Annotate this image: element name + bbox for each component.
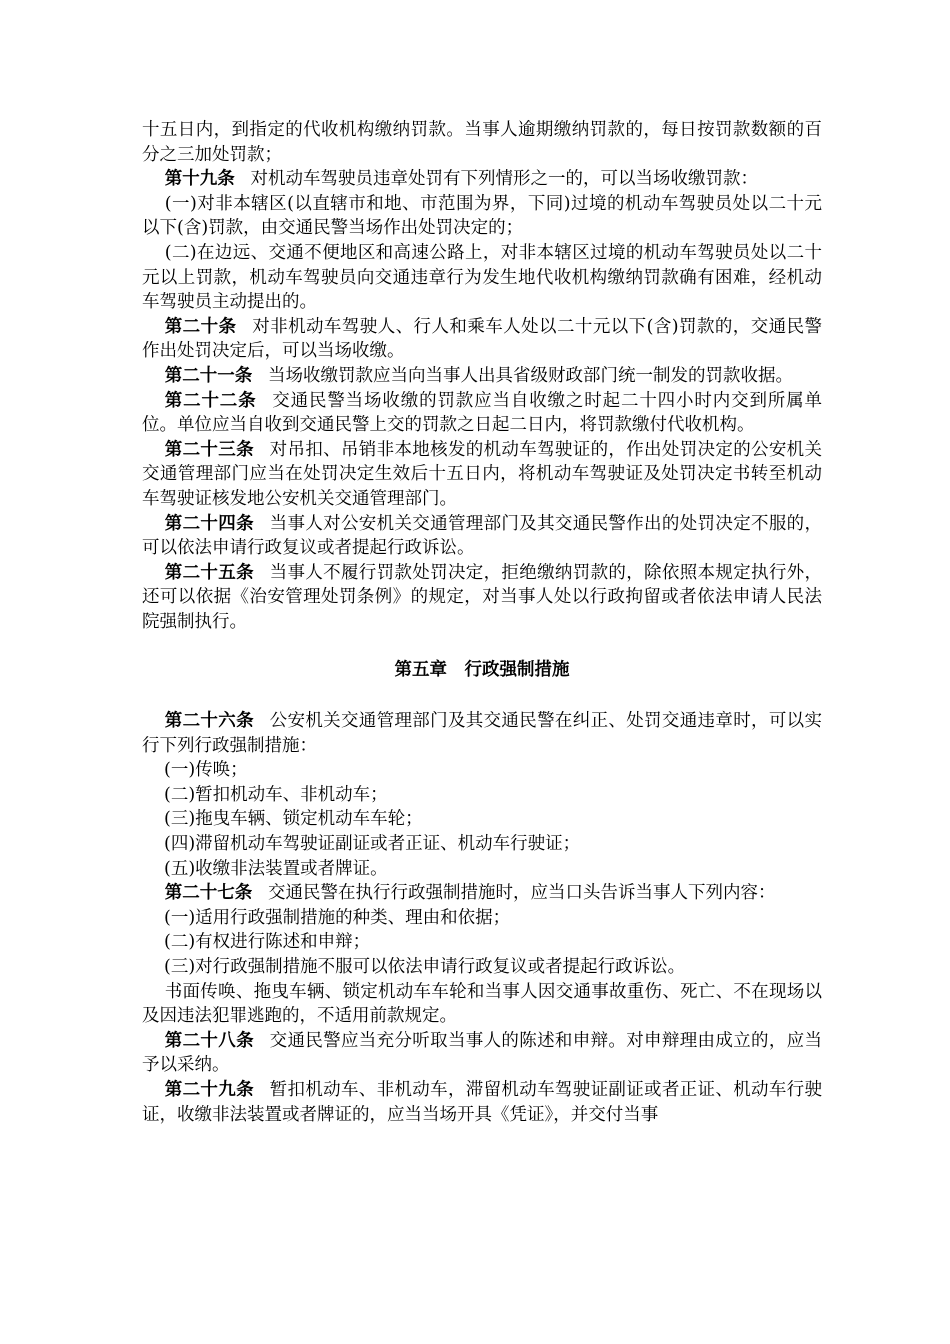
article-paragraph: [142, 438, 822, 512]
paragraph-text: (二)在边远、交通不便地区和高速公路上，对非本辖区过境的机动车驾驶员处以二十元以上罚款，机动车驾驶员向交通违章行为发生地代收机构缴纳罚款确有困难，经机动车驾驶员主动提出的。: [142, 242, 822, 313]
paragraph-text: 十五日内，到指定的代收机构缴纳罚款。当事人逾期缴纳罚款的，每日按罚款数额的百分之三加处罚款；: [142, 120, 822, 165]
paragraph-text: 交通民警当场收缴的罚款应当自收缴之时起二十四小时内交到所属单位。单位应当自收到交通民警上交的罚款之日起二日内，将罚款缴付代收机构。: [142, 390, 822, 436]
paragraph-text: (二)暂扣机动车、非机动车；: [164, 784, 388, 805]
paragraph-text: 当事人对公安机关交通管理部门及其交通民警作出的处罚决定不服的，可以依法申请行政复议或者提起行政诉讼。: [142, 513, 823, 559]
paragraph-text: (一)对非本辖区(以直辖市和地、市范围为界，下同)过境的机动车驾驶员处以二十元以下(含)罚款，由交通民警当场作出处罚决定的；: [142, 193, 822, 239]
paragraph-text: 对吊扣、吊销非本地核发的机动车驾驶证的，作出处罚决定的公安机关交通管理部门应当在处罚决定生效后十五日内，将机动车驾驶证及处罚决定书转至机动车驾驶证核发地公安机关交通管理部门。: [142, 439, 823, 509]
article-paragraph: [142, 364, 822, 389]
article-paragraph: [142, 1078, 822, 1127]
paragraph-text: 公安机关交通管理部门及其交通民警在纠正、处罚交通违章时，可以实行下列行政强制措施：: [142, 711, 823, 756]
paragraph-text: 交通民警在执行行政强制措施时，应当口头告诉当事人下列内容：: [268, 883, 776, 904]
article-number: 第二十二条: [164, 390, 257, 411]
section-penalties: [142, 118, 822, 634]
paragraph: [142, 241, 822, 315]
paragraph-text: (五)收缴非法装置或者牌证。: [164, 858, 388, 879]
article-number: 第二十九条: [164, 1079, 254, 1100]
article-paragraph: [142, 167, 822, 192]
article-number: 第十九条: [164, 169, 235, 190]
paragraph-text: (二)有权进行陈述和申辩；: [164, 932, 371, 953]
list-item: [142, 930, 822, 955]
section-enforcement: [142, 709, 822, 1127]
article-number: 第二十六条: [164, 711, 254, 732]
chapter-title: 行政强制措施: [464, 660, 570, 681]
article-number: 第二十七条: [164, 883, 253, 904]
paragraph-text: (一)传唤；: [164, 760, 248, 781]
paragraph-text: (三)对行政强制措施不服可以依法申请行政复议或者提起行政诉讼。: [164, 957, 686, 977]
list-item: [142, 857, 822, 882]
article-number: 第二十条: [164, 316, 237, 337]
paragraph: [142, 118, 822, 167]
article-number: 第二十五条: [164, 562, 254, 583]
article-paragraph: [142, 315, 822, 364]
article-number: 第二十一条: [164, 365, 253, 386]
article-number: 第二十四条: [164, 513, 254, 534]
list-item: [142, 807, 822, 832]
paragraph-text: (三)拖曳车辆、锁定机动车车轮；: [164, 809, 423, 830]
paragraph: [142, 980, 822, 1029]
article-paragraph: [142, 512, 822, 561]
article-paragraph: [142, 709, 822, 758]
article-paragraph: [142, 881, 822, 906]
article-paragraph: [142, 561, 822, 635]
paragraph-text: 暂扣机动车、非机动车，滞留机动车驾驶证副证或者正证、机动车行驶证，收缴非法装置或者牌证的，应当当场开具《凭证》，并交付当事: [142, 1079, 823, 1125]
paragraph-text: (四)滞留机动车驾驶证副证或者正证、机动车行驶证；: [164, 834, 581, 855]
article-number: 第二十八条: [164, 1030, 254, 1051]
paragraph-text: 对非机动车驾驶人、行人和乘车人处以二十元以下(含)罚款的，交通民警作出处罚决定后，可以当场收缴。: [142, 316, 823, 362]
list-item: [142, 906, 822, 931]
paragraph-text: 当事人不履行罚款处罚决定，拒绝缴纳罚款的，除依照本规定执行外，还可以依据《治安管理处罚条例》的规定，对当事人处以行政拘留或者依法申请人民法院强制执行。: [142, 562, 823, 632]
article-number: 第二十三条: [164, 439, 254, 460]
paragraph-text: (一)适用行政强制措施的种类、理由和依据；: [164, 907, 511, 928]
article-paragraph: [142, 1029, 822, 1078]
list-item: [142, 783, 822, 808]
paragraph-text: 当场收缴罚款应当向当事人出具省级财政部门统一制发的罚款收据。: [268, 365, 793, 386]
paragraph: [142, 192, 822, 241]
paragraph-text: 书面传唤、拖曳车辆、锁定机动车车轮和当事人因交通事故重伤、死亡、不在现场以及因违法犯罪逃跑的，不适用前款规定。: [142, 981, 822, 1027]
article-paragraph: [142, 389, 822, 438]
paragraph-text: 交通民警应当充分听取当事人的陈述和申辩。对申辩理由成立的，应当予以采纳。: [142, 1030, 823, 1076]
paragraph-text: 对机动车驾驶员违章处罚有下列情形之一的，可以当场收缴罚款：: [250, 169, 758, 190]
chapter-number: 第五章: [394, 660, 447, 681]
list-item: [142, 955, 822, 980]
document-page: [142, 118, 822, 1127]
chapter-heading: [142, 658, 822, 683]
list-item: [142, 758, 822, 783]
list-item: [142, 832, 822, 857]
